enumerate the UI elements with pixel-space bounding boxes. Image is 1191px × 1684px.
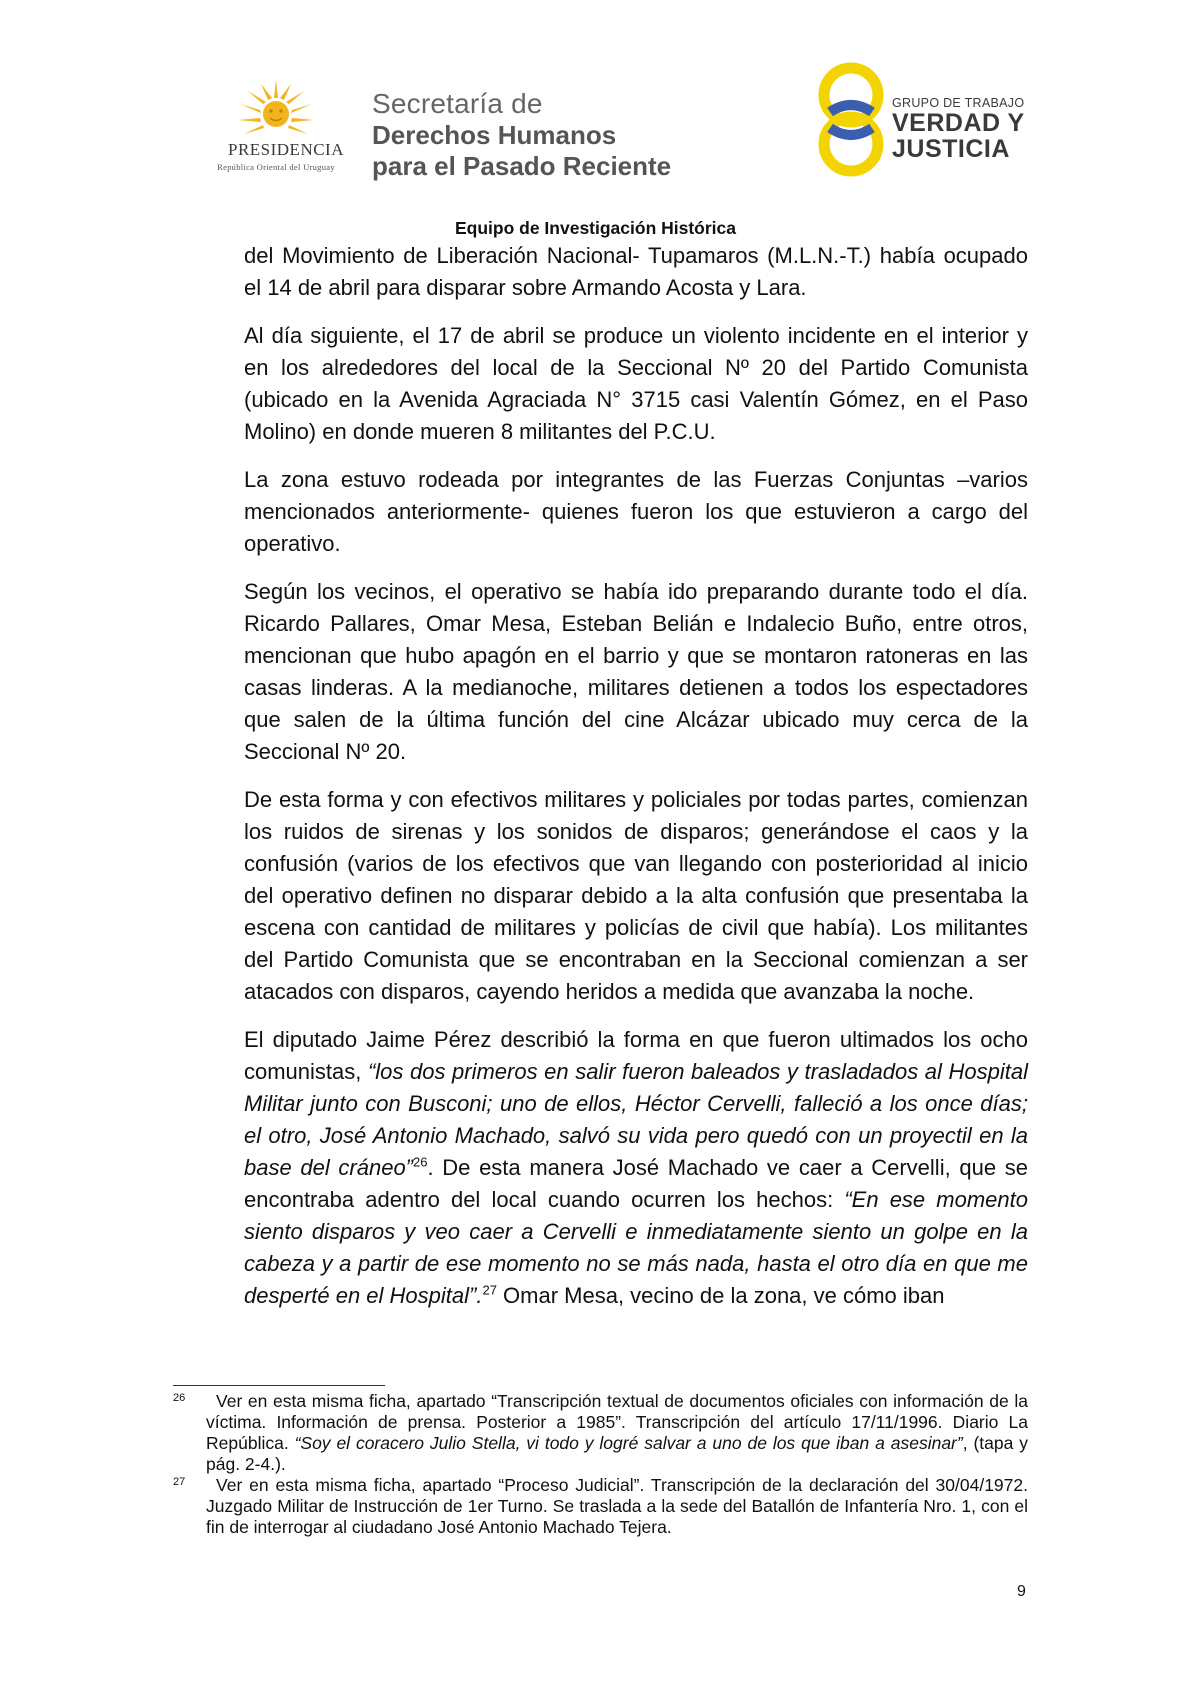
- presidencia-logo: [196, 78, 356, 178]
- paragraph-6: [244, 1024, 1028, 1312]
- footnote-ref-26[interactable]: 26: [413, 1154, 428, 1170]
- verdad-justicia-emblem-icon: [808, 60, 894, 178]
- footnote-number: 27: [173, 1476, 186, 1488]
- footnote-divider: [173, 1385, 385, 1386]
- footnote-ref-27[interactable]: 27: [482, 1282, 497, 1298]
- paragraph-5: De esta forma y con efectivos militares y policiales por todas partes, comienzan los ruidos de sirenas y los sonidos de disparos; generándose el caos y la confusión (varios de los efectivos que van llegando con posterioridad al inicio del operativo definen no disparar debido a la alta confusión que presentaba la escena con cantidad de militares y policías de civil que había). Los militantes del Partido Comunista que se encontraban en la Seccional comienzan a ser atacados con disparos, cayendo heridos a medida que avanzaba la noche.: [244, 787, 1028, 1004]
- team-title: Equipo de Investigación Histórica: [454, 218, 737, 238]
- quote-jaime-perez: “los dos primeros en salir fueron baleados y trasladados al Hospital Militar junto con Busconi; uno de ellos, Héctor Cervelli, falleció a los once días; el otro, José Antonio Machado, salvó su vida pero quedó con un proyectil en la base del cráneo”: [244, 1059, 1028, 1180]
- presidencia-title: PRESIDENCIA: [227, 140, 344, 159]
- grupo-line1: GRUPO DE TRABAJO: [892, 96, 1025, 110]
- quote-jose-machado: “En ese momento siento disparos y veo caer a Cervelli e inmediatamente siento un golpe en la cabeza y a partir de ese momento no se más nada, hasta el otro día en que me desperté en el Hospital”.: [244, 1187, 1029, 1308]
- footnote-number: 26: [173, 1392, 186, 1404]
- footnote-italic-text: “Soy el coracero Julio Stella, vi todo y logré salvar a uno de los que iban a asesinar”: [294, 1433, 963, 1453]
- footnote-text-end: , (tapa y pág. 2-4.).: [206, 1433, 1028, 1474]
- sun-icon: [232, 78, 320, 140]
- verdad-justicia-logo: [892, 96, 1025, 162]
- paragraph-6-a: El diputado Jaime Pérez describió la forma en que fueron ultimados los ocho comunistas,: [244, 1027, 1028, 1084]
- paragraph-1: del Movimiento de Liberación Nacional- Tupamaros (M.L.N.-T.) había ocupado el 14 de abril para disparar sobre Armando Acosta y Lara.: [244, 243, 1028, 300]
- paragraph-2: Al día siguiente, el 17 de abril se produce un violento incidente en el interior y en los alrededores del local de la Seccional Nº 20 del Partido Comunista (ubicado en la Avenida Agraciada N° 3715 casi Valentín Gómez, en el Paso Molino) en donde mueren 8 militantes del P.C.U.: [244, 323, 1028, 444]
- presidencia-subtitle: República Oriental del Uruguay: [217, 162, 335, 172]
- footnote-26: [173, 1391, 1028, 1475]
- document-body: [244, 240, 1028, 1328]
- secretaria-line2: Derechos Humanos: [372, 120, 617, 150]
- grupo-line3: JUSTICIA: [892, 135, 1010, 163]
- footnote-27: [173, 1475, 1028, 1538]
- page-number: 9: [1017, 1583, 1026, 1600]
- secretaria-line1: Secretaría de: [372, 88, 543, 119]
- paragraph-6-b: . De esta manera José Machado ve caer a Cervelli, que se encontraba adentro del local cuando ocurren los hechos:: [244, 1155, 1028, 1212]
- paragraph-6-c: Omar Mesa, vecino de la zona, ve cómo iban: [496, 1283, 945, 1308]
- secretaria-line3: para el Pasado Reciente: [372, 151, 672, 181]
- footnote-text: Ver en esta misma ficha, apartado “Transcripción textual de documentos oficiales con información de la víctima. Información de prensa. Posterior a 1985”. Transcripción del artículo 17/11/1996. Diario La República.: [206, 1391, 1028, 1453]
- footnote-text: Ver en esta misma ficha, apartado “Proceso Judicial”. Transcripción de la declaración del 30/04/1972. Juzgado Militar de Instrucción de 1er Turno. Se traslada a la sede del Batallón de Infantería Nro. 1, con el fin de interrogar al ciudadano José Antonio Machado Tejera.: [206, 1475, 1028, 1537]
- grupo-line2: VERDAD Y: [892, 109, 1025, 137]
- paragraph-4: Según los vecinos, el operativo se había ido preparando durante todo el día. Ricardo Pallares, Omar Mesa, Esteban Belián e Indalecio Buño, entre otros, mencionan que hubo apagón en el barrio y que se montaron ratoneras en las casas linderas. A la medianoche, militares detienen a todos los espectadores que salen de la última función del cine Alcázar ubicado muy cerca de la Seccional Nº 20.: [244, 579, 1028, 764]
- secretaria-logo: [372, 88, 671, 182]
- footnotes: [173, 1391, 1028, 1538]
- paragraph-3: La zona estuvo rodeada por integrantes de las Fuerzas Conjuntas –varios mencionados anteriormente- quienes fueron los que estuvieron a cargo del operativo.: [244, 467, 1028, 556]
